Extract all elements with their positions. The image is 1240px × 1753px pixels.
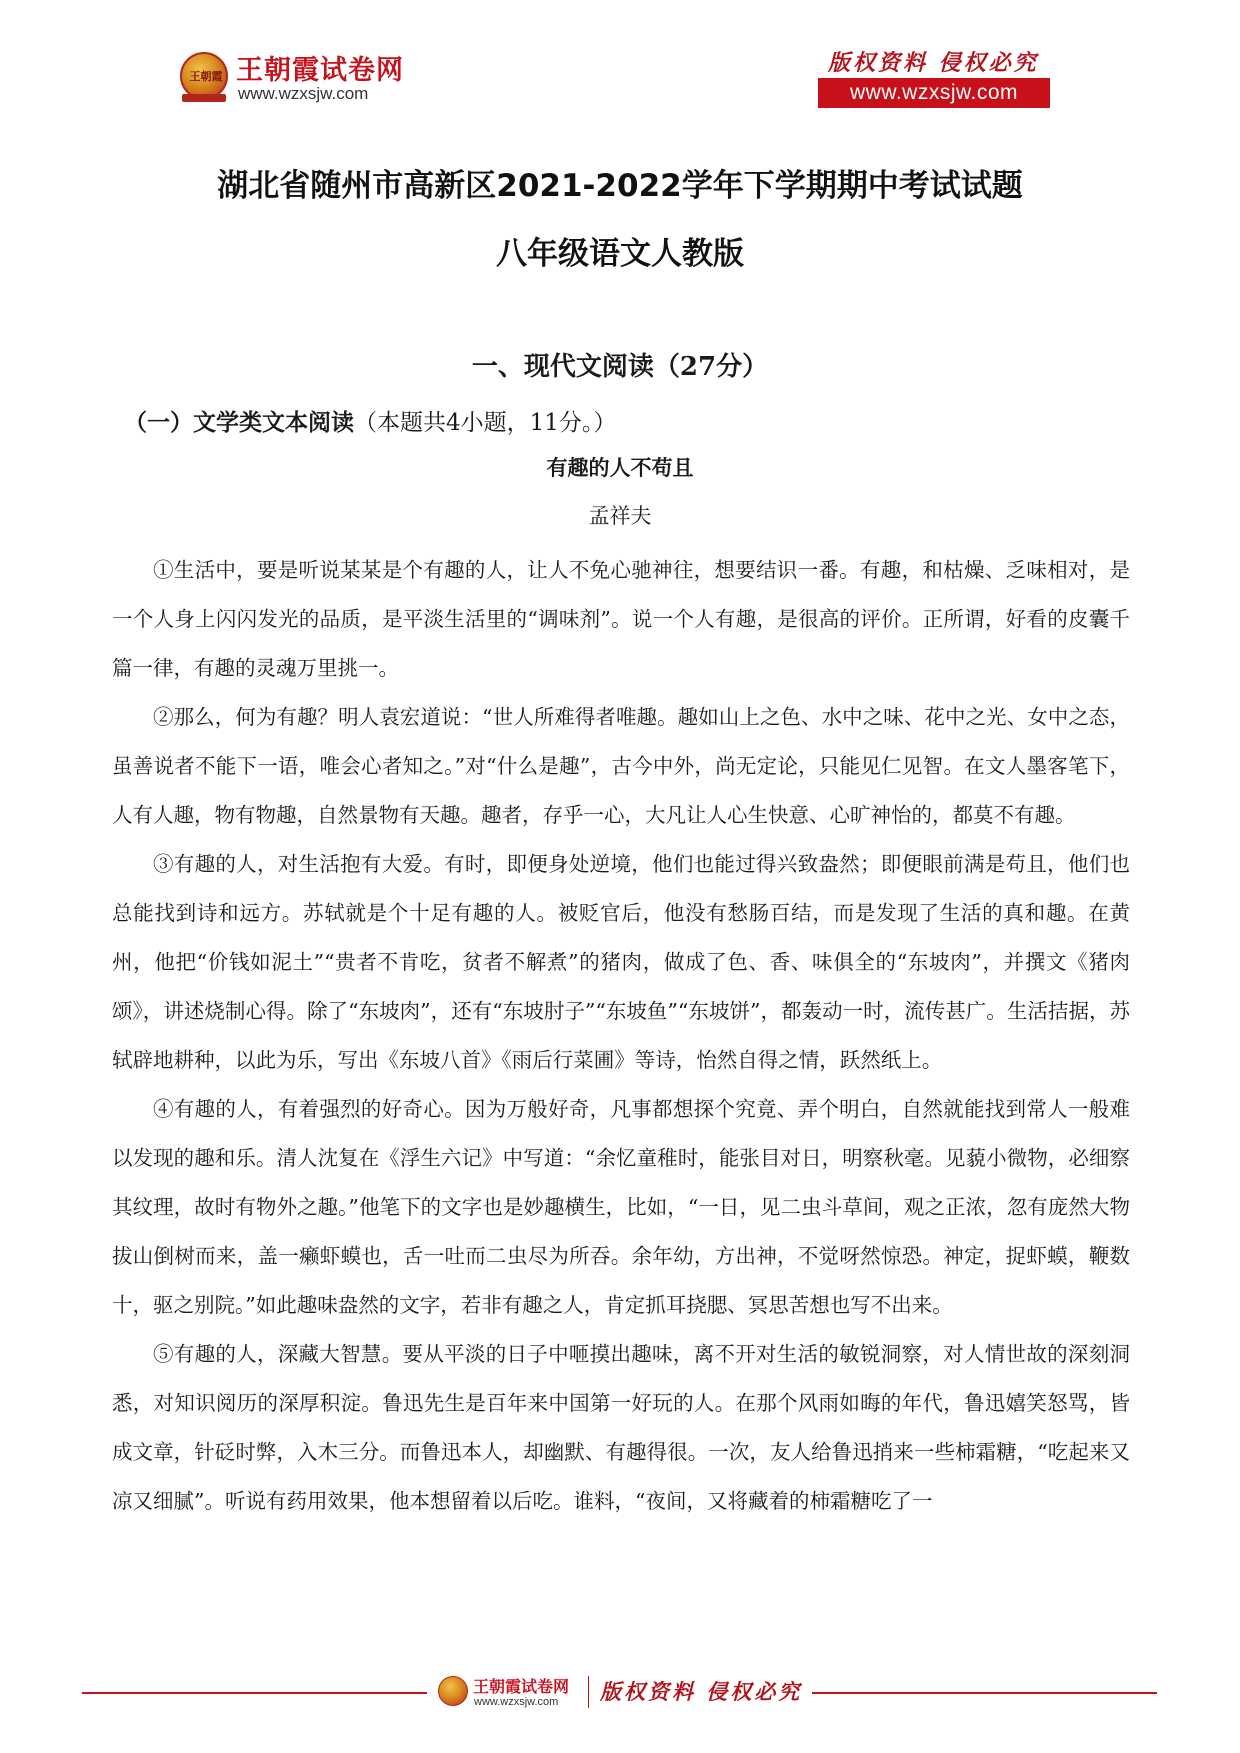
paragraph: ①生活中，要是听说某某是个有趣的人，让人不免心驰神往，想要结识一番。有趣，和枯燥、乏味相对，是一个人身上闪闪发光的品质，是平淡生活里的“调味剂”。说一个人有趣，是很高的评价。正所谓，好看的皮囊千篇一律，有趣的灵魂万里挑一。 <box>112 558 1130 680</box>
copyright-url-box[interactable] <box>818 78 1050 108</box>
logo-url: www.wzxsjw.com <box>238 84 369 103</box>
paragraph: ④有趣的人，有着强烈的好奇心。因为万般好奇，凡事都想探个究竟、弄个明白，自然就能找到常人一般难以发现的趣和乐。清人沈复在《浮生六记》中写道：“余忆童稚时，能张目对日，明察秋毫。见藐小微物，必细察其纹理，故时有物外之趣。”他笔下的文字也是妙趣横生，比如，“一日，见二虫斗草间，观之正浓，忽有庞然大物拔山倒树而来，盖一癞虾蟆也，舌一吐而二虫尽为所吞。余年幼，方出神，不觉呀然惊恐。神定，捉虾蟆，鞭数十，驱之别院。”如此趣味盎然的文字，若非有趣之人，肯定抓耳挠腮、冥思苦想也写不出来。 <box>112 1097 1130 1317</box>
logo-badge-text: 王朝霞 <box>189 70 223 83</box>
footer-logo[interactable] <box>438 1672 578 1714</box>
copyright-text: 版权资料 侵权必究 <box>828 50 1039 76</box>
footer-badge-icon <box>438 1676 468 1706</box>
site-logo[interactable] <box>180 46 410 108</box>
page-footer <box>0 1662 1240 1722</box>
paragraph: ②那么，何为有趣？明人袁宏道说：“世人所难得者唯趣。趣如山上之色、水中之味、花中之光、女中之态，虽善说者不能下一语，唯会心者知之。”对“什么是趣”，古今中外，尚无定论，只能见仁见智。在文人墨客笔下，人有人趣，物有物趣，自然景物有天趣。趣者，存乎一心，大凡让人心生快意、心旷神怡的，都莫不有趣。 <box>112 705 1130 827</box>
logo-badge-icon <box>180 52 228 100</box>
copyright-banner <box>818 46 1058 108</box>
logo-name: 王朝霞试卷网 <box>236 55 404 86</box>
copyright-url: www.wzxsjw.com <box>849 81 1019 104</box>
article-body <box>112 546 1130 1526</box>
document-title: 湖北省随州市高新区2021-2022学年下学期期中考试试题 <box>217 168 1023 204</box>
subsection-heading <box>124 404 616 437</box>
logo-ribbon <box>182 94 226 102</box>
subsection-title: （一）文学类文本阅读 <box>124 410 354 436</box>
footer-logo-name: 王朝霞试卷网 <box>473 1677 570 1696</box>
subsection-note: （本题共4小题，11分。） <box>354 410 617 436</box>
document-subtitle: 八年级语文人教版 <box>496 236 744 272</box>
paragraph: ⑤有趣的人，深藏大智慧。要从平淡的日子中咂摸出趣味，离不开对生活的敏锐洞察，对人情世故的深刻洞悉，对知识阅历的深厚积淀。鲁迅先生是百年来中国第一好玩的人。在那个风雨如晦的年代，鲁迅嬉笑怒骂，皆成文章，针砭时弊，入木三分。而鲁迅本人，却幽默、有趣得很。一次，友人给鲁迅捎来一些柿霜糖，“吃起来又凉又细腻”。听说有药用效果，他本想留着以后吃。谁料，“夜间，又将藏着的柿霜糖吃了一 <box>112 1342 1130 1513</box>
paragraph: ③有趣的人，对生活抱有大爱。有时，即便身处逆境，他们也能过得兴致盎然；即便眼前满是苟且，他们也总能找到诗和远方。苏轼就是个十足有趣的人。被贬官后，他没有愁肠百结，而是发现了生活的真和趣。在黄州，他把“价钱如泥土”“贵者不肯吃，贫者不解煮”的猪肉，做成了色、香、味俱全的“东坡肉”，并撰文《猪肉颂》，讲述烧制心得。除了“东坡肉”，还有“东坡肘子”“东坡鱼”“东坡饼”，都轰动一时，流传甚广。生活拮据，苏轼辟地耕种，以此为乐，写出《东坡八首》《雨后行菜圃》等诗，怡然自得之情，跃然纸上。 <box>112 852 1130 1072</box>
article-title: 有趣的人不苟且 <box>546 456 694 480</box>
footer-copyright: 版权资料 侵权必究 <box>600 1679 803 1704</box>
footer-logo-url: www.wzxsjw.com <box>474 1696 559 1708</box>
article-author: 孟祥夫 <box>588 504 652 528</box>
page-header <box>0 0 1240 120</box>
section-heading: 一、现代文阅读（27分） <box>471 352 769 382</box>
footer-divider <box>588 1676 589 1708</box>
footer-rule-right <box>812 1692 1157 1694</box>
footer-rule-left <box>82 1692 427 1694</box>
